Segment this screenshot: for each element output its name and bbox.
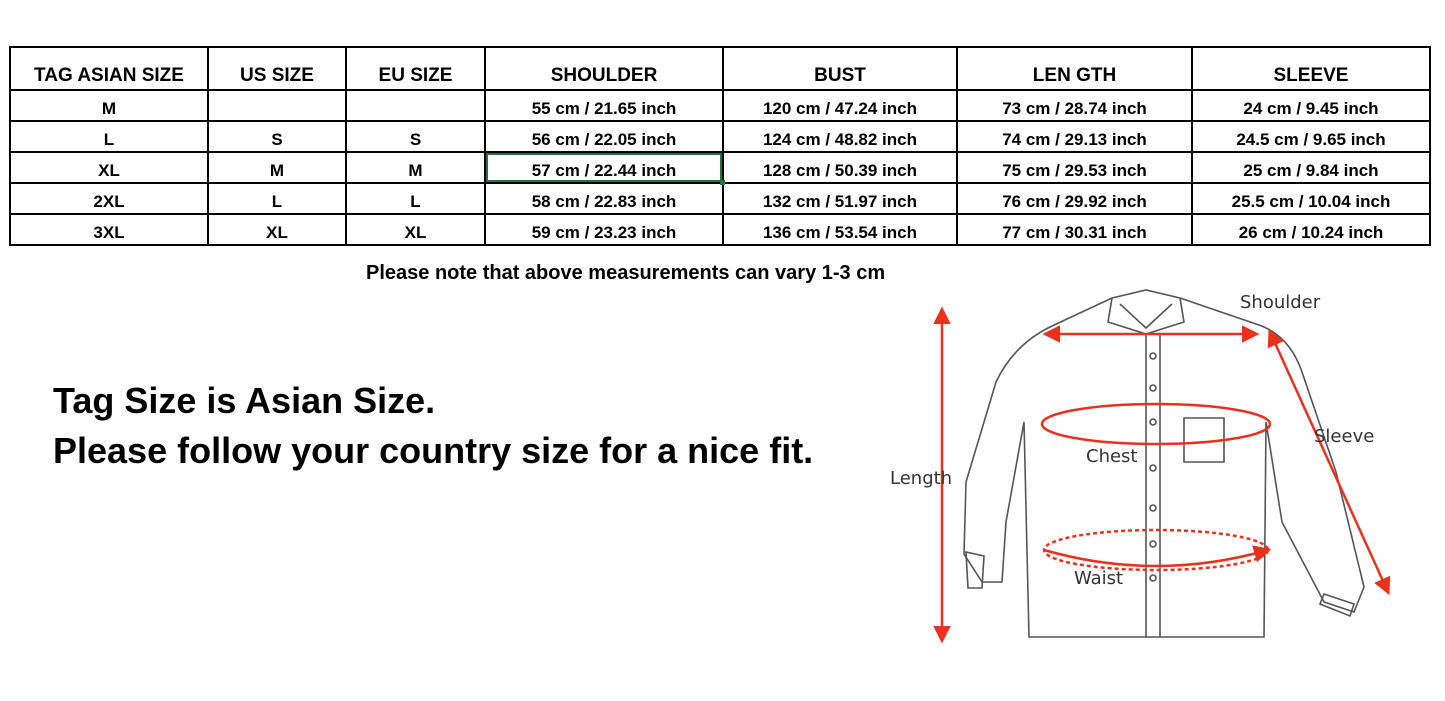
cell-tag-size[interactable]: XL [10, 152, 208, 183]
sleeve-label: Sleeve [1314, 426, 1375, 447]
cell-sleeve[interactable]: 26 cm / 10.24 inch [1192, 214, 1430, 245]
cell-tag-size[interactable]: 2XL [10, 183, 208, 214]
header-shoulder: SHOULDER [485, 47, 723, 90]
cell-length[interactable]: 76 cm / 29.92 inch [957, 183, 1192, 214]
table-row [10, 183, 1430, 214]
cell-length[interactable]: 74 cm / 29.13 inch [957, 121, 1192, 152]
shirt-diagram-svg [884, 282, 1424, 657]
header-bust: BUST [723, 47, 957, 90]
header-sleeve: SLEEVE [1192, 47, 1430, 90]
cell-bust[interactable]: 128 cm / 50.39 inch [723, 152, 957, 183]
tag-size-info [53, 376, 813, 476]
tag-info-line-1: Tag Size is Asian Size. [53, 380, 436, 421]
cell-length[interactable]: 75 cm / 29.53 inch [957, 152, 1192, 183]
cell-us-size[interactable]: S [208, 121, 346, 152]
cell-us-size[interactable]: XL [208, 214, 346, 245]
cell-eu-size[interactable]: S [346, 121, 485, 152]
cell-bust[interactable]: 136 cm / 53.54 inch [723, 214, 957, 245]
cell-eu-size[interactable]: XL [346, 214, 485, 245]
cell-tag-size[interactable]: L [10, 121, 208, 152]
table-row [10, 214, 1430, 245]
cell-shoulder-selected[interactable]: 57 cm / 22.44 inch [485, 152, 723, 183]
cell-eu-size[interactable] [346, 90, 485, 121]
table-row [10, 90, 1430, 121]
shoulder-label: Shoulder [1240, 292, 1321, 313]
cell-bust[interactable]: 132 cm / 51.97 inch [723, 183, 957, 214]
cell-sleeve[interactable]: 25 cm / 9.84 inch [1192, 152, 1430, 183]
cell-us-size[interactable]: M [208, 152, 346, 183]
cell-shoulder[interactable]: 55 cm / 21.65 inch [485, 90, 723, 121]
cell-shoulder[interactable]: 59 cm / 23.23 inch [485, 214, 723, 245]
shirt-outline-icon [964, 290, 1364, 637]
table-row [10, 152, 1430, 183]
header-us-size: US SIZE [208, 47, 346, 90]
size-chart-table [9, 46, 1431, 246]
cell-bust[interactable]: 120 cm / 47.24 inch [723, 90, 957, 121]
waist-label: Waist [1074, 568, 1124, 589]
cell-us-size[interactable] [208, 90, 346, 121]
shirt-measurement-diagram [884, 282, 1424, 657]
header-length: LEN GTH [957, 47, 1192, 90]
measurement-note: Please note that above measurements can vary 1-3 cm [366, 262, 886, 284]
cell-tag-size[interactable]: M [10, 90, 208, 121]
cell-eu-size[interactable]: M [346, 152, 485, 183]
cell-sleeve[interactable]: 24 cm / 9.45 inch [1192, 90, 1430, 121]
cell-length[interactable]: 73 cm / 28.74 inch [957, 90, 1192, 121]
cell-bust[interactable]: 124 cm / 48.82 inch [723, 121, 957, 152]
cell-sleeve[interactable]: 24.5 cm / 9.65 inch [1192, 121, 1430, 152]
cell-us-size[interactable]: L [208, 183, 346, 214]
table-row [10, 121, 1430, 152]
cell-length[interactable]: 77 cm / 30.31 inch [957, 214, 1192, 245]
cell-tag-size[interactable]: 3XL [10, 214, 208, 245]
table-header-row [10, 47, 1430, 90]
chest-label: Chest [1086, 446, 1138, 467]
cell-shoulder[interactable]: 56 cm / 22.05 inch [485, 121, 723, 152]
tag-info-line-2: Please follow your country size for a nice fit. [53, 430, 814, 471]
header-tag-asian-size: TAG ASIAN SIZE [10, 47, 208, 90]
header-eu-size: EU SIZE [346, 47, 485, 90]
cell-sleeve[interactable]: 25.5 cm / 10.04 inch [1192, 183, 1430, 214]
sleeve-measure-line [1270, 332, 1388, 592]
cell-eu-size[interactable]: L [346, 183, 485, 214]
waist-measure-ellipse [1044, 530, 1268, 570]
cell-shoulder[interactable]: 58 cm / 22.83 inch [485, 183, 723, 214]
length-label: Length [890, 468, 953, 489]
